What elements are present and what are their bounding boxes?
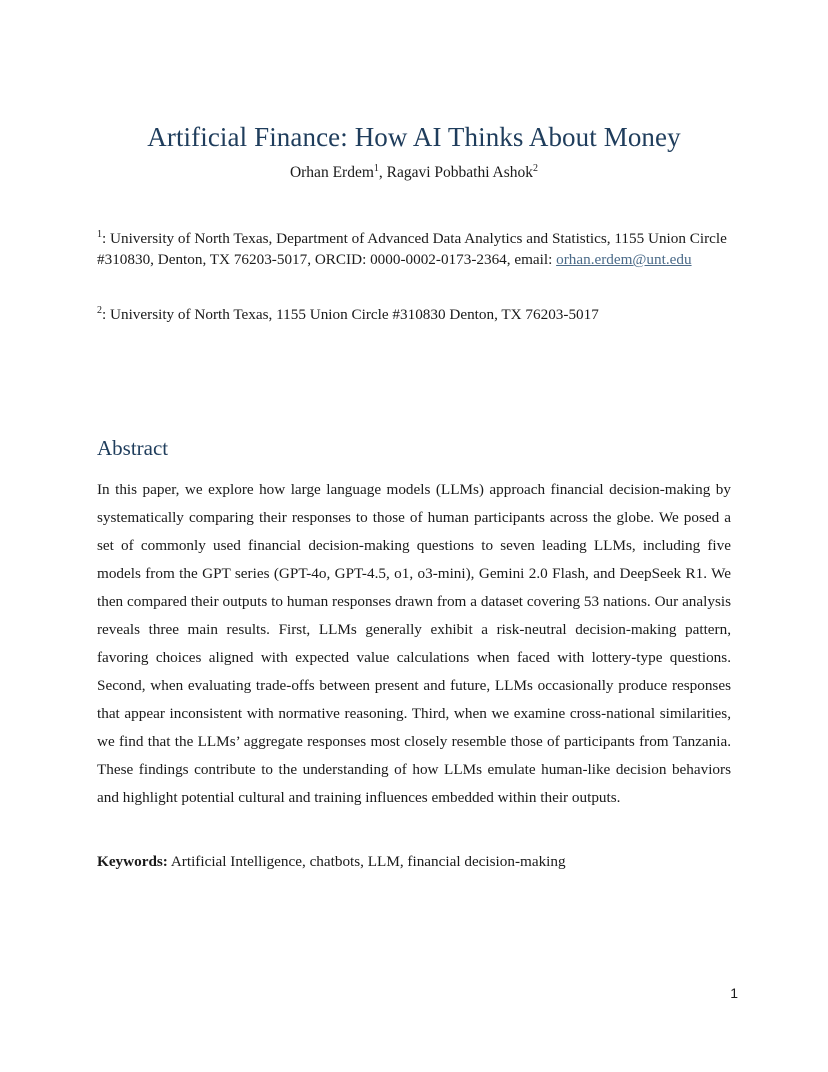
affiliation-1 bbox=[97, 228, 737, 270]
affiliation-text: : University of North Texas, Department of Advanced Data Analytics and Statistics, 1155 Union Circle #310830, Denton, TX 76203-5017, ORCID: 0000-0002-0173-2364, email: bbox=[97, 230, 727, 268]
keywords-line bbox=[97, 851, 731, 873]
affiliation-mark: 2 bbox=[97, 304, 102, 316]
keywords-label: Keywords: bbox=[97, 853, 168, 870]
author-name: Ragavi Pobbathi Ashok bbox=[386, 164, 534, 181]
affiliation-mark: 1 bbox=[97, 228, 102, 240]
author-affil-mark: 1 bbox=[373, 162, 379, 174]
email-link[interactable]: orhan.erdem@unt.edu bbox=[556, 251, 692, 268]
affiliation-text: : University of North Texas, 1155 Union Circle #310830 Denton, TX 76203-5017 bbox=[102, 306, 599, 323]
author-line bbox=[0, 164, 828, 182]
abstract-heading: Abstract bbox=[97, 436, 169, 460]
affiliation-2 bbox=[97, 304, 737, 325]
paper-title: Artificial Finance: How AI Thinks About Money bbox=[147, 122, 681, 152]
page-number: 1 bbox=[730, 985, 738, 1001]
abstract-body: In this paper, we explore how large language models (LLMs) approach financial decision-making by systematically comparing their responses to those of human participants across the globe. We posed a set of commonly used financial decision-making questions to seven leading LLMs, including five models from the GPT series (GPT-4o, GPT-4.5, o1, o3-mini), Gemini 2.0 Flash, and DeepSeek R1. We then compared their outputs to human responses drawn from a dataset covering 53 nations. Our analysis reveals three main results. First, LLMs generally exhibit a risk-neutral decision-making pattern, favoring choices aligned with expected value calculations when faced with lottery-type questions. Second, when evaluating trade-offs between present and future, LLMs occasionally produce responses that appear inconsistent with normative reasoning. Third, when we examine cross-national similarities, we find that the LLMs’ aggregate responses most closely resemble those of participants from Tanzania. These findings contribute to the understanding of how LLMs emulate human-like decision behaviors and highlight potential cultural and training influences embedded within their outputs. bbox=[97, 481, 731, 806]
author-name: Orhan Erdem bbox=[289, 164, 374, 181]
keywords-text: Artificial Intelligence, chatbots, LLM, financial decision-making bbox=[167, 853, 566, 870]
author-affil-mark: 2 bbox=[533, 162, 539, 174]
author-separator: , bbox=[378, 164, 387, 181]
